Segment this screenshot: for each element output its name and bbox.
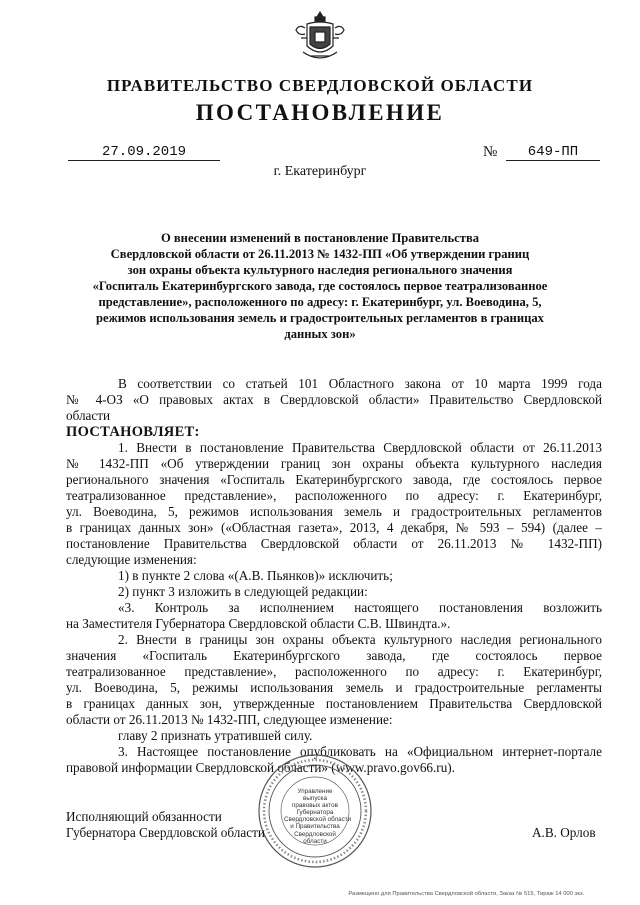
- body-line: главу 2 признать утратившей силу.: [118, 728, 313, 743]
- signatory-position: [66, 809, 265, 841]
- body-line: на Заместителя Губернатора Свердловской области С.В. Швиндта.».: [66, 616, 451, 631]
- body-line: ул. Воеводина, 5, режимы использования земель и градостроительные регламенты: [66, 680, 602, 695]
- body-line: в границах данных зон» («Областная газета», 2013, 4 декабря, № 593 – 594) (далее –: [66, 520, 602, 535]
- heading-line: О внесении изменений в постановление Правительства: [160, 231, 480, 245]
- body-line: № 1432-ПП «Об утверждении границ зон охраны объекта культурного наследия: [66, 456, 602, 471]
- body-line: регионального значения «Госпиталь Екатеринбургского завода, где состоялось первое: [66, 472, 602, 487]
- stamp-text: [284, 788, 352, 845]
- stamp-line: Губернатора: [296, 809, 334, 817]
- stamp-line: Управление: [297, 788, 333, 795]
- body-line: области: [66, 408, 111, 423]
- stamp-line: и Правительства: [290, 823, 340, 831]
- footer-note: Размещено для Правительства Свердловской области, Заказ № 515, Тираж 14 000 экз.: [348, 891, 585, 897]
- body-line: значения «Госпиталь Екатеринбургского завода, где состоялось первое: [66, 648, 602, 663]
- coat-of-arms-emblem: [293, 8, 347, 66]
- number-sign: №: [483, 144, 498, 160]
- heading-line: представление», расположенного по адресу: г. Екатеринбург, ул. Воеводина, 5,: [98, 295, 542, 309]
- stamp-line: правовых актов: [292, 802, 338, 810]
- org-title: ПРАВИТЕЛЬСТВО СВЕРДЛОВСКОЙ ОБЛАСТИ: [106, 76, 534, 95]
- heading-line: режимов использования земель и градостроительных регламентов в границах: [96, 311, 544, 325]
- body-line: постановление Правительства Свердловской области от 26.11.2013 № 1432-ПП): [66, 536, 602, 551]
- body-line: 1) в пункте 2 слова «(А.В. Пьянков)» исключить;: [118, 568, 393, 583]
- heading-line: «Госпиталь Екатеринбургского завода, где состоялось первое театрализованное: [92, 279, 548, 293]
- resolves-word: ПОСТАНОВЛЯЕТ:: [66, 424, 200, 440]
- body-line: театрализованное представление», расположенного по адресу: г. Екатеринбург,: [66, 488, 602, 503]
- document-heading: [66, 230, 574, 342]
- document-type: ПОСТАНОВЛЕНИЕ: [195, 100, 445, 125]
- body-line: 1. Внести в постановление Правительства Свердловской области от 26.11.2013: [118, 440, 602, 455]
- body-line: 2. Внести в границы зон охраны объекта культурного наследия регионального: [118, 632, 602, 647]
- signatory-line: Исполняющий обязанности: [66, 809, 222, 824]
- signatory-line: Губернатора Свердловской области: [66, 825, 265, 840]
- heading-line: данных зон»: [284, 327, 356, 341]
- document-number: 649-ПП: [527, 144, 579, 160]
- body-line: 2) пункт 3 изложить в следующей редакции:: [118, 584, 368, 599]
- body-line: правовой информации Свердловской области» (www.pravo.gov66.ru).: [66, 760, 455, 775]
- heading-line: зон охраны объекта культурного наследия регионального значения: [127, 263, 513, 277]
- stamp-line: области: [303, 837, 327, 845]
- number-underline: [506, 160, 600, 161]
- signatory-name: А.В. Орлов: [532, 825, 596, 840]
- heading-line: Свердловской области от 26.11.2013 № 1432-ПП «Об утверждении границ: [110, 247, 530, 261]
- document-body: [66, 376, 602, 776]
- body-line: следующие изменения:: [66, 552, 197, 567]
- document-date: 27.09.2019: [101, 144, 186, 160]
- body-line: № 4-ОЗ «О правовых актах в Свердловской области» Правительство Свердловской: [66, 392, 602, 407]
- stamp-line: выпуска: [303, 795, 327, 803]
- city: г. Екатеринбург: [273, 164, 367, 179]
- body-line: ул. Воеводина, 5, режимов использования земель и градостроительных регламентов: [66, 504, 602, 519]
- body-line: В соответствии со статьей 101 Областного закона от 10 марта 1999 года: [118, 376, 602, 391]
- body-line: области от 26.11.2013 № 1432-ПП, следующее изменение:: [66, 712, 393, 727]
- stamp-line: Свердловской: [294, 830, 336, 838]
- body-line: 3. Настоящее постановление опубликовать на «Официальном интернет-портале: [118, 744, 602, 759]
- body-line: в границах данных зон, утвержденные постановлением Правительства Свердловской: [66, 696, 602, 711]
- date-underline: [68, 160, 220, 161]
- body-line: «3. Контроль за исполнением настоящего постановления возложить: [118, 600, 602, 615]
- body-line: театрализованное представление», расположенного по адресу: г. Екатеринбург,: [66, 664, 602, 679]
- stamp-line: Свердловской области: [284, 816, 352, 824]
